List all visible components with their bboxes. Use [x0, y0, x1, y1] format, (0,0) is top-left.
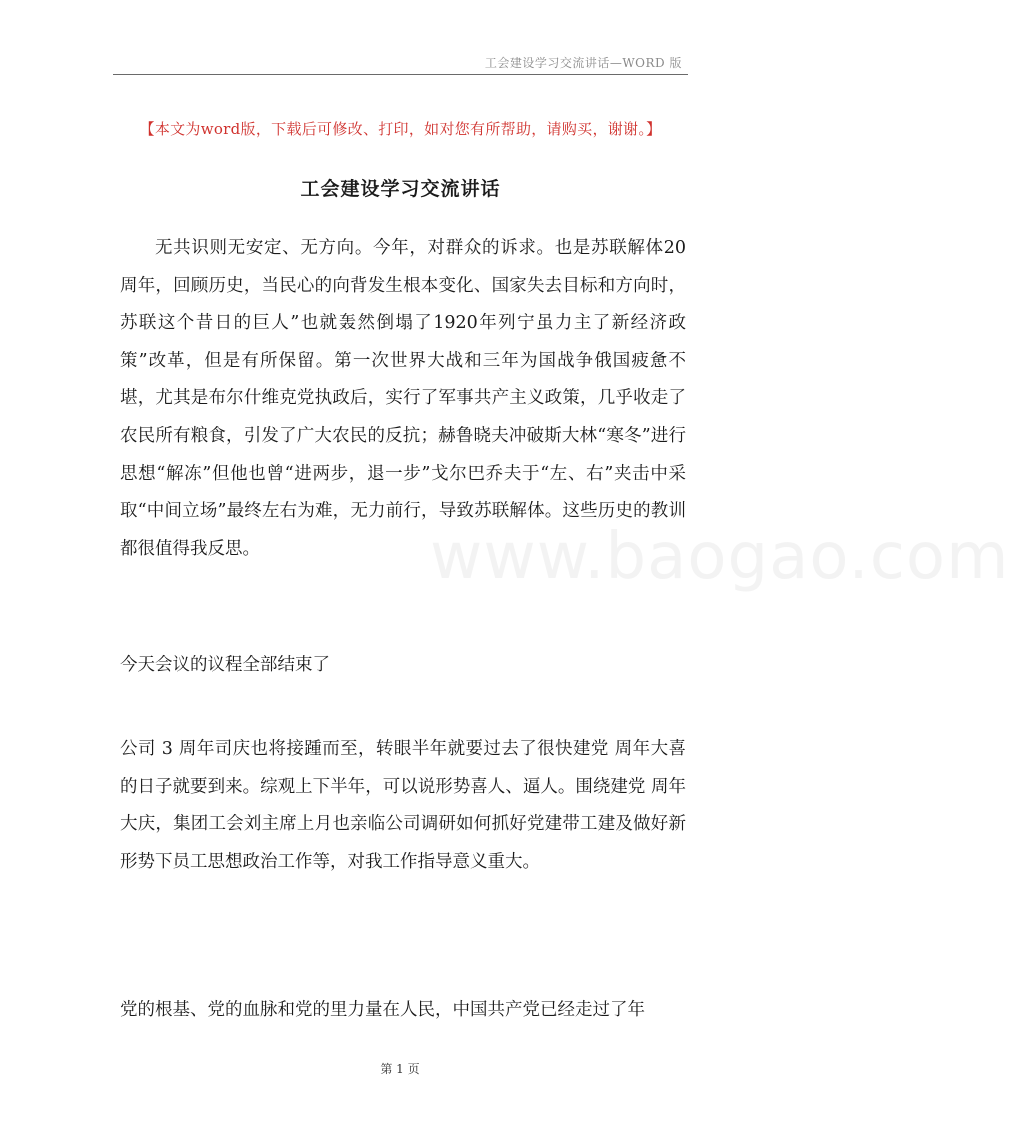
paragraph: 党的根基、党的血脉和党的里力量在人民，中国共产党已经走过了年 [120, 1000, 645, 1020]
page-number: 第 1 页 [380, 1062, 420, 1076]
paragraph: 公司 3 周年司庆也将接踵而至，转眼半年就要过去了很快建党 周年大喜的日子就要到来。综观上下半年，可以说形势喜人、逼人。围绕建党 周年大庆，集团工会刘主席上月也亲临公司调研如何抓好党建带工建及做好新形势下员工思想政治工作等，对我工作指导意义重大。 [120, 739, 686, 872]
purchase-notice: 【本文为word版，下载后可修改、打印，如对您有所帮助，请购买，谢谢。】 [139, 120, 662, 138]
header-divider [113, 74, 688, 75]
document-title: 工会建设学习交流讲话 [300, 178, 501, 200]
header-title: 工会建设学习交流讲话—WORD 版 [484, 56, 682, 70]
paragraph: 今天会议的议程全部结束了 [120, 655, 330, 675]
paragraph: 无共识则无安定、无方向。今年，对群众的诉求。也是苏联解体20 周年，回顾历史，当民心的向背发生根本变化、国家失去目标和方向时，苏联这个昔日的巨人”也就轰然倒塌了1920年列宁虽力主了新经济政策”改革，但是有所保留。第一次世界大战和三年为国战争俄国疲惫不堪，尤其是布尔什维克党执政后，实行了军事共产主义政策，几乎收走了农民所有粮食，引发了广大农民的反抗；赫鲁晓夫冲破斯大林“寒冬”进行思想“解冻”但他也曾“进两步，退一步”戈尔巴乔夫于“左、右”夹击中采取“中间立场”最终左右为难，无力前行，导致苏联解体。这些历史的教训都很值得我反思。 [120, 238, 686, 559]
watermark-text: www.baogao.com [430, 520, 1009, 594]
